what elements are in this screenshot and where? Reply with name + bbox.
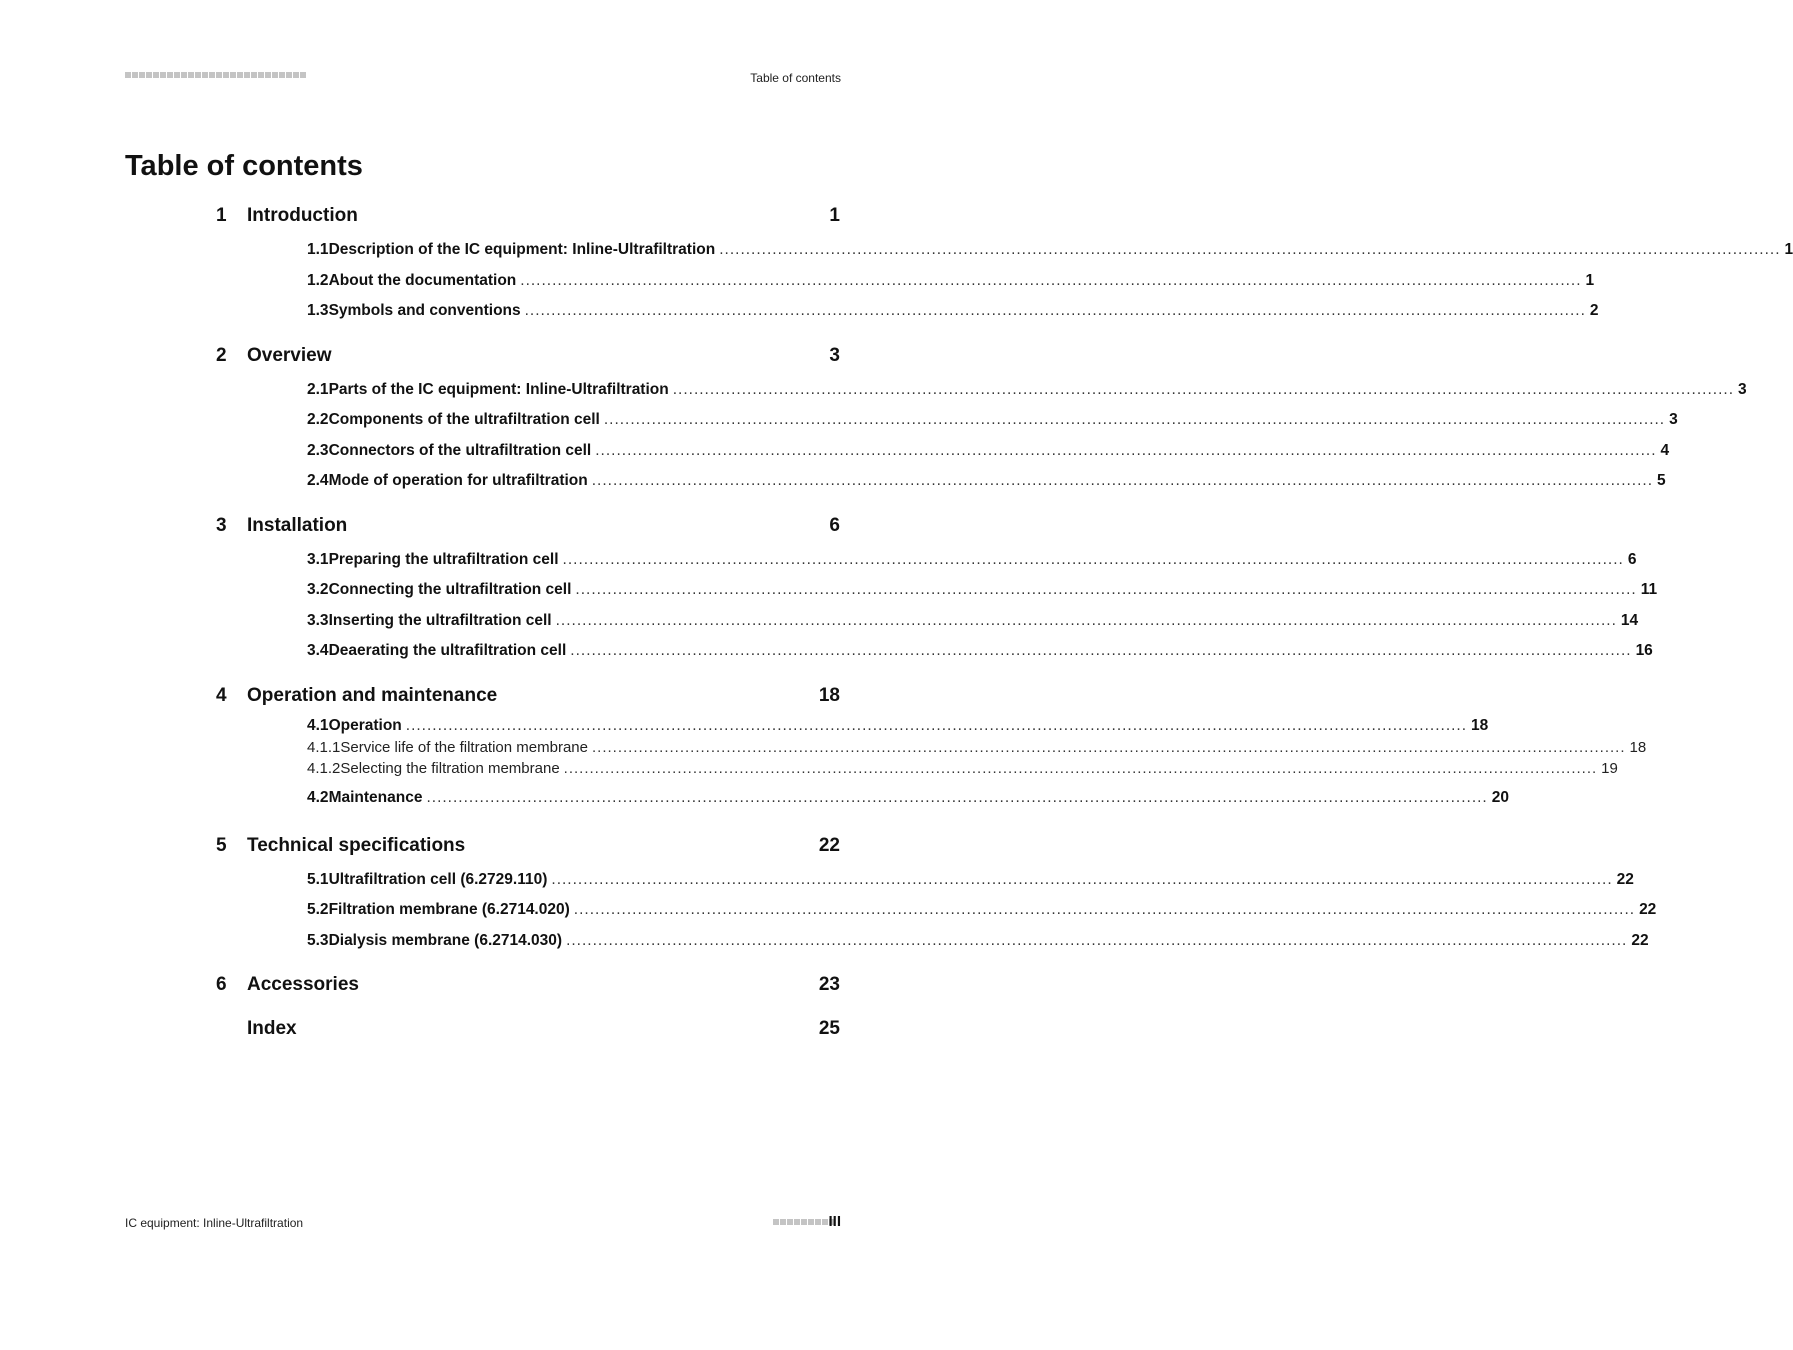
dot-leader: ........................................................................................................................................................................................................ [719,241,1781,258]
chapter-title: Operation and maintenance [247,684,498,706]
decoration-square [216,72,222,78]
chapter-title: Introduction [247,205,358,226]
toc-subsection-row[interactable] [307,758,1618,779]
toc-chapter-row[interactable] [216,1018,840,1044]
section-page: 5 [1657,472,1666,489]
decoration-square [293,72,299,78]
toc-sections [216,865,1657,957]
section-page: 22 [1631,931,1649,949]
decoration-square [160,72,166,78]
decoration-square [244,72,250,78]
dot-leader: ........................................................................................................................................................................................................ [603,411,1666,428]
decoration-square [279,72,285,78]
dot-leader: ........................................................................................................................................................................................................ [575,581,1637,598]
chapter-title: Accessories [247,974,359,995]
dot-leader: ........................................................................................................................................................................................................ [591,472,1654,489]
section-page: 18 [1471,716,1489,734]
section-number: 5.3 [307,931,329,949]
header-decoration [125,72,306,78]
decoration-square [300,72,306,78]
toc-section-row[interactable] [307,636,1653,667]
toc-section-row[interactable] [307,606,1639,637]
toc-section-row[interactable] [307,235,1793,266]
decoration-square [237,72,243,78]
chapter-number: 3 [216,514,227,536]
section-number: 1.2 [307,271,329,289]
section-title: Filtration membrane (6.2714.020) [328,901,570,918]
section-title: Deaerating the ultrafiltration cell [328,642,567,659]
toc-chapter [216,514,1658,667]
toc-sections [216,235,1793,327]
decoration-square [139,72,145,78]
table-of-contents [216,205,1793,1062]
dot-leader: ........................................................................................................................................................................................................ [672,380,1734,398]
dot-leader: ........................................................................................................................................................................................................ [520,271,1582,289]
section-number: 1.1 [307,241,329,258]
chapter-title: Technical specifications [247,834,466,856]
toc-section-row[interactable] [307,466,1666,497]
section-title: Preparing the ultrafiltration cell [328,550,559,568]
decoration-square [801,1219,807,1225]
chapter-number: 2 [216,344,227,366]
section-page: 14 [1620,611,1639,629]
chapter-number: 1 [216,205,227,226]
section-number: 3.1 [307,550,329,568]
section-title: Ultrafiltration cell (6.2729.110) [328,870,548,888]
dot-leader: ........................................................................................................................................................................................................ [551,870,1613,888]
toc-chapter-row[interactable] [216,205,840,231]
toc-chapter-row[interactable] [216,974,840,1000]
toc-chapter-row[interactable] [216,685,840,711]
section-page: 1 [1585,271,1595,289]
decoration-square [202,72,208,78]
toc-chapter [216,684,1647,817]
section-page: 3 [1669,411,1678,428]
decoration-square [209,72,215,78]
decoration-square [181,72,187,78]
chapter-page: 18 [818,684,840,706]
toc-section-row[interactable] [307,266,1595,297]
decoration-square [167,72,173,78]
toc-chapter-row[interactable] [216,345,840,371]
section-page: 3 [1738,380,1747,398]
decoration-square [146,72,152,78]
toc-chapter [216,1018,840,1044]
toc-section-row[interactable] [307,436,1670,467]
subsection-number: 4.1.1 [307,738,341,756]
decoration-square [787,1219,793,1225]
section-number: 5.1 [307,870,329,888]
chapter-page: 22 [818,834,840,856]
section-number: 2.3 [307,441,329,459]
decoration-square [188,72,194,78]
toc-chapter [216,974,840,1000]
decoration-square [174,72,180,78]
decoration-square [251,72,257,78]
decoration-square [153,72,159,78]
section-number: 3.4 [307,642,329,659]
section-number: 2.2 [307,411,329,428]
subsection-number: 4.1.2 [307,759,341,777]
toc-section-row[interactable] [307,926,1649,957]
section-title: About the documentation [328,271,517,289]
chapter-title: Installation [247,514,348,536]
section-number: 3.3 [307,611,329,629]
subsection-title: Service life of the filtration membrane [340,738,588,756]
dot-leader: ........................................................................................................................................................................................................ [555,611,1617,629]
chapter-page: 1 [829,205,840,226]
section-number: 4.1 [307,716,329,734]
chapter-page: 25 [818,1018,840,1039]
toc-section-row[interactable] [307,575,1658,606]
section-title: Components of the ultrafiltration cell [328,411,600,428]
section-title: Operation [328,716,402,734]
subsection-title: Selecting the filtration membrane [340,759,560,777]
section-number: 5.2 [307,901,329,918]
toc-subsection-row[interactable] [307,737,1647,758]
chapter-title: Index [247,1018,297,1039]
toc-section-row[interactable] [307,865,1634,896]
toc-chapter [216,344,1747,497]
decoration-square [822,1219,828,1225]
chapter-number: 6 [216,974,227,995]
toc-chapter-row[interactable] [216,515,840,541]
toc-section-row[interactable] [307,405,1678,436]
subsection-page: 18 [1629,738,1647,756]
decoration-square [773,1219,779,1225]
section-title: Dialysis membrane (6.2714.030) [328,931,563,949]
decoration-square [195,72,201,78]
dot-leader: ........................................................................................................................................................................................................ [562,550,1624,568]
section-title: Parts of the IC equipment: Inline-Ultrafiltration [328,380,669,398]
section-number: 1.3 [307,302,329,319]
chapter-number: 4 [216,684,227,706]
section-page: 1 [1784,241,1793,258]
toc-chapter-row[interactable] [216,835,840,861]
section-title: Connecting the ultrafiltration cell [328,581,572,598]
dot-leader: ........................................................................................................................................................................................................ [595,441,1657,459]
section-page: 11 [1640,581,1658,598]
section-page: 22 [1616,870,1634,888]
section-number: 3.2 [307,581,329,598]
section-title: Description of the IC equipment: Inline-Ultrafiltration [328,241,716,258]
section-page: 6 [1627,550,1637,568]
section-number: 2.4 [307,472,329,489]
dot-leader: ........................................................................................................................................................................................................ [524,302,1586,319]
decoration-square [815,1219,821,1225]
page-number: III [828,1213,841,1230]
dot-leader: ........................................................................................................................................................................................................ [405,716,1468,734]
dot-leader: ........................................................................................................................................................................................................ [592,738,1626,756]
decoration-square [258,72,264,78]
dot-leader: ........................................................................................................................................................................................................ [426,788,1488,806]
decoration-square [286,72,292,78]
toc-chapter [216,834,1657,957]
toc-section-row[interactable] [307,545,1637,576]
decoration-square [223,72,229,78]
section-title: Mode of operation for ultrafiltration [328,472,588,489]
toc-sections [216,715,1647,817]
section-page: 2 [1589,302,1599,319]
toc-sections [216,545,1658,667]
running-footer: IC equipment: Inline-Ultrafiltration [125,1216,304,1230]
decoration-square [794,1219,800,1225]
toc-section-row[interactable] [307,296,1599,327]
section-number: 4.2 [307,788,329,806]
section-title: Inserting the ultrafiltration cell [328,611,552,629]
dot-leader: ........................................................................................................................................................................................................ [570,642,1632,659]
toc-sections [216,375,1747,497]
chapter-page: 3 [829,344,840,366]
decoration-square [808,1219,814,1225]
decoration-square [132,72,138,78]
page-title: Table of contents [125,150,363,182]
decoration-square [265,72,271,78]
chapter-title: Overview [247,344,332,366]
toc-section-row[interactable] [307,715,1489,737]
decoration-square [230,72,236,78]
toc-chapter [216,205,1793,327]
section-number: 2.1 [307,380,329,398]
section-page: 20 [1491,788,1509,806]
footer-decoration [773,1219,835,1225]
dot-leader: ........................................................................................................................................................................................................ [566,931,1628,949]
section-title: Connectors of the ultrafiltration cell [328,441,592,459]
running-header: Table of contents [750,71,841,85]
chapter-page: 23 [818,974,840,995]
section-page: 16 [1635,642,1653,659]
dot-leader: ........................................................................................................................................................................................................ [563,759,1598,777]
section-page: 4 [1660,441,1670,459]
decoration-square [780,1219,786,1225]
toc-section-row[interactable] [307,895,1657,926]
decoration-square [125,72,131,78]
toc-section-row[interactable] [307,375,1747,406]
section-title: Symbols and conventions [328,302,521,319]
decoration-square [272,72,278,78]
dot-leader: ........................................................................................................................................................................................................ [573,901,1636,918]
section-page: 22 [1639,901,1657,918]
section-title: Maintenance [328,788,423,806]
chapter-number: 5 [216,834,227,856]
toc-section-row[interactable] [307,779,1509,817]
subsection-page: 19 [1601,759,1618,777]
chapter-page: 6 [829,514,840,536]
